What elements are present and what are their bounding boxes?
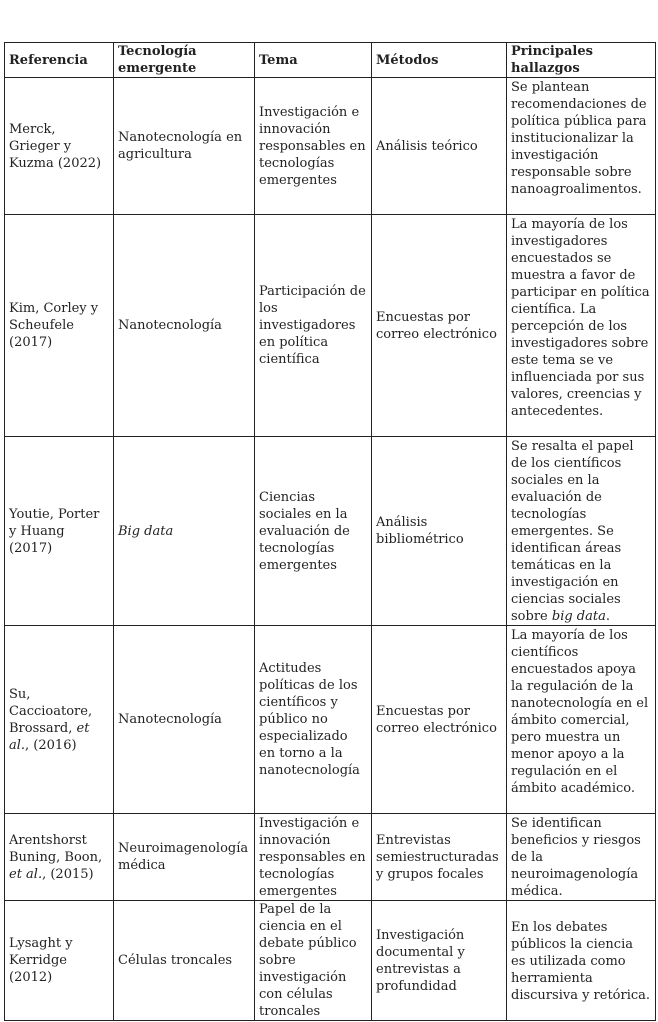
table-row <box>5 437 656 626</box>
cell-findings: Se identifican beneficios y riesgos de la neuroimagenología médica. <box>507 814 656 901</box>
cell-reference <box>5 437 114 626</box>
cell-method: Encuestas por correo electrónico <box>372 626 507 814</box>
cell-reference <box>5 78 114 215</box>
cell-technology: Células troncales <box>114 901 255 1021</box>
cell-method: Investigación documental y entrevistas a profundidad <box>372 901 507 1021</box>
findings-tail: . <box>605 609 610 624</box>
table-row <box>5 215 656 437</box>
cell-findings: La mayoría de los investigadores encuestados se muestra a favor de participar en política científica. La percepción de los investigadores sobre este tema se ve influenciada por sus valores, creencias y antecedentes. <box>507 215 656 437</box>
cell-method: Entrevistas semiestructuradas y grupos focales <box>372 814 507 901</box>
findings-text: Se resalta el papel de los científicos sociales en la evaluación de tecnologías emergentes. Se identifican áreas temáticas en la investigación en ciencias sociales sobre <box>511 439 634 624</box>
cell-findings: Se plantean recomendaciones de política pública para institucionalizar la investigación responsable sobre nanoagroalimentos. <box>507 78 656 215</box>
literature-review-table <box>4 42 656 1021</box>
cell-reference <box>5 814 114 901</box>
cell-reference <box>5 215 114 437</box>
header-tema: Tema <box>255 43 372 78</box>
header-tecnologia: Tecnología emergente <box>114 43 255 78</box>
reference-text: Kim, Corley y Scheufele (2017) <box>9 301 99 350</box>
cell-theme: Ciencias sociales en la evaluación de tecnologías emergentes <box>255 437 372 626</box>
reference-text: Lysaght y Kerridge (2012) <box>9 936 73 985</box>
table-row <box>5 901 656 1021</box>
table-row <box>5 78 656 215</box>
cell-findings: En los debates públicos la ciencia es utilizada como herramienta discursiva y retórica. <box>507 901 656 1021</box>
reference-italic: et al. <box>9 866 43 882</box>
reference-text: Youtie, Porter y Huang (2017) <box>9 506 100 556</box>
cell-technology: Nanotecnología <box>114 626 255 814</box>
table-header-row <box>5 43 656 78</box>
cell-method: Encuestas por correo electrónico <box>372 215 507 437</box>
cell-method: Análisis bibliométrico <box>372 437 507 626</box>
reference-text: Merck, Grieger y Kuzma (2022) <box>9 121 102 171</box>
cell-theme: Investigación e innovación responsables en tecnologías emergentes <box>255 78 372 215</box>
cell-technology: Nanotecnología en agricultura <box>114 78 255 215</box>
technology-italic: Big data <box>118 523 174 539</box>
header-referencia: Referencia <box>5 43 114 78</box>
reference-text: Su, Caccioatore, Brossard, <box>9 686 93 736</box>
cell-theme: Investigación e innovación responsables en tecnologías emergentes <box>255 814 372 901</box>
cell-theme: Participación de los investigadores en política científica <box>255 215 372 437</box>
reference-year: , (2016) <box>25 737 77 753</box>
cell-reference <box>5 626 114 814</box>
cell-technology: Neuroimagenología médica <box>114 814 255 901</box>
cell-reference <box>5 901 114 1021</box>
cell-technology <box>114 437 255 626</box>
header-metodos: Métodos <box>372 43 507 78</box>
cell-theme: Actitudes políticas de los científicos y público no especializado en torno a la nanotecnología <box>255 626 372 814</box>
findings-italic: big data <box>551 609 606 624</box>
cell-technology: Nanotecnología <box>114 215 255 437</box>
table-row <box>5 814 656 901</box>
cell-findings <box>507 437 656 626</box>
table-row <box>5 626 656 814</box>
reference-text: Arentshorst Buning, Boon, <box>9 832 103 865</box>
reference-year: , (2015) <box>42 866 94 882</box>
reference-italic: et al. <box>9 720 90 753</box>
cell-findings: La mayoría de los científicos encuestados apoya la regulación de la nanotecnología en el ámbito comercial, pero muestra un menor apoyo a la regulación en el ámbito académico. <box>507 626 656 814</box>
cell-theme: Papel de la ciencia en el debate público sobre investigación con células troncales <box>255 901 372 1021</box>
header-hallazgos: Principales hallazgos <box>507 43 656 78</box>
cell-method: Análisis teórico <box>372 78 507 215</box>
